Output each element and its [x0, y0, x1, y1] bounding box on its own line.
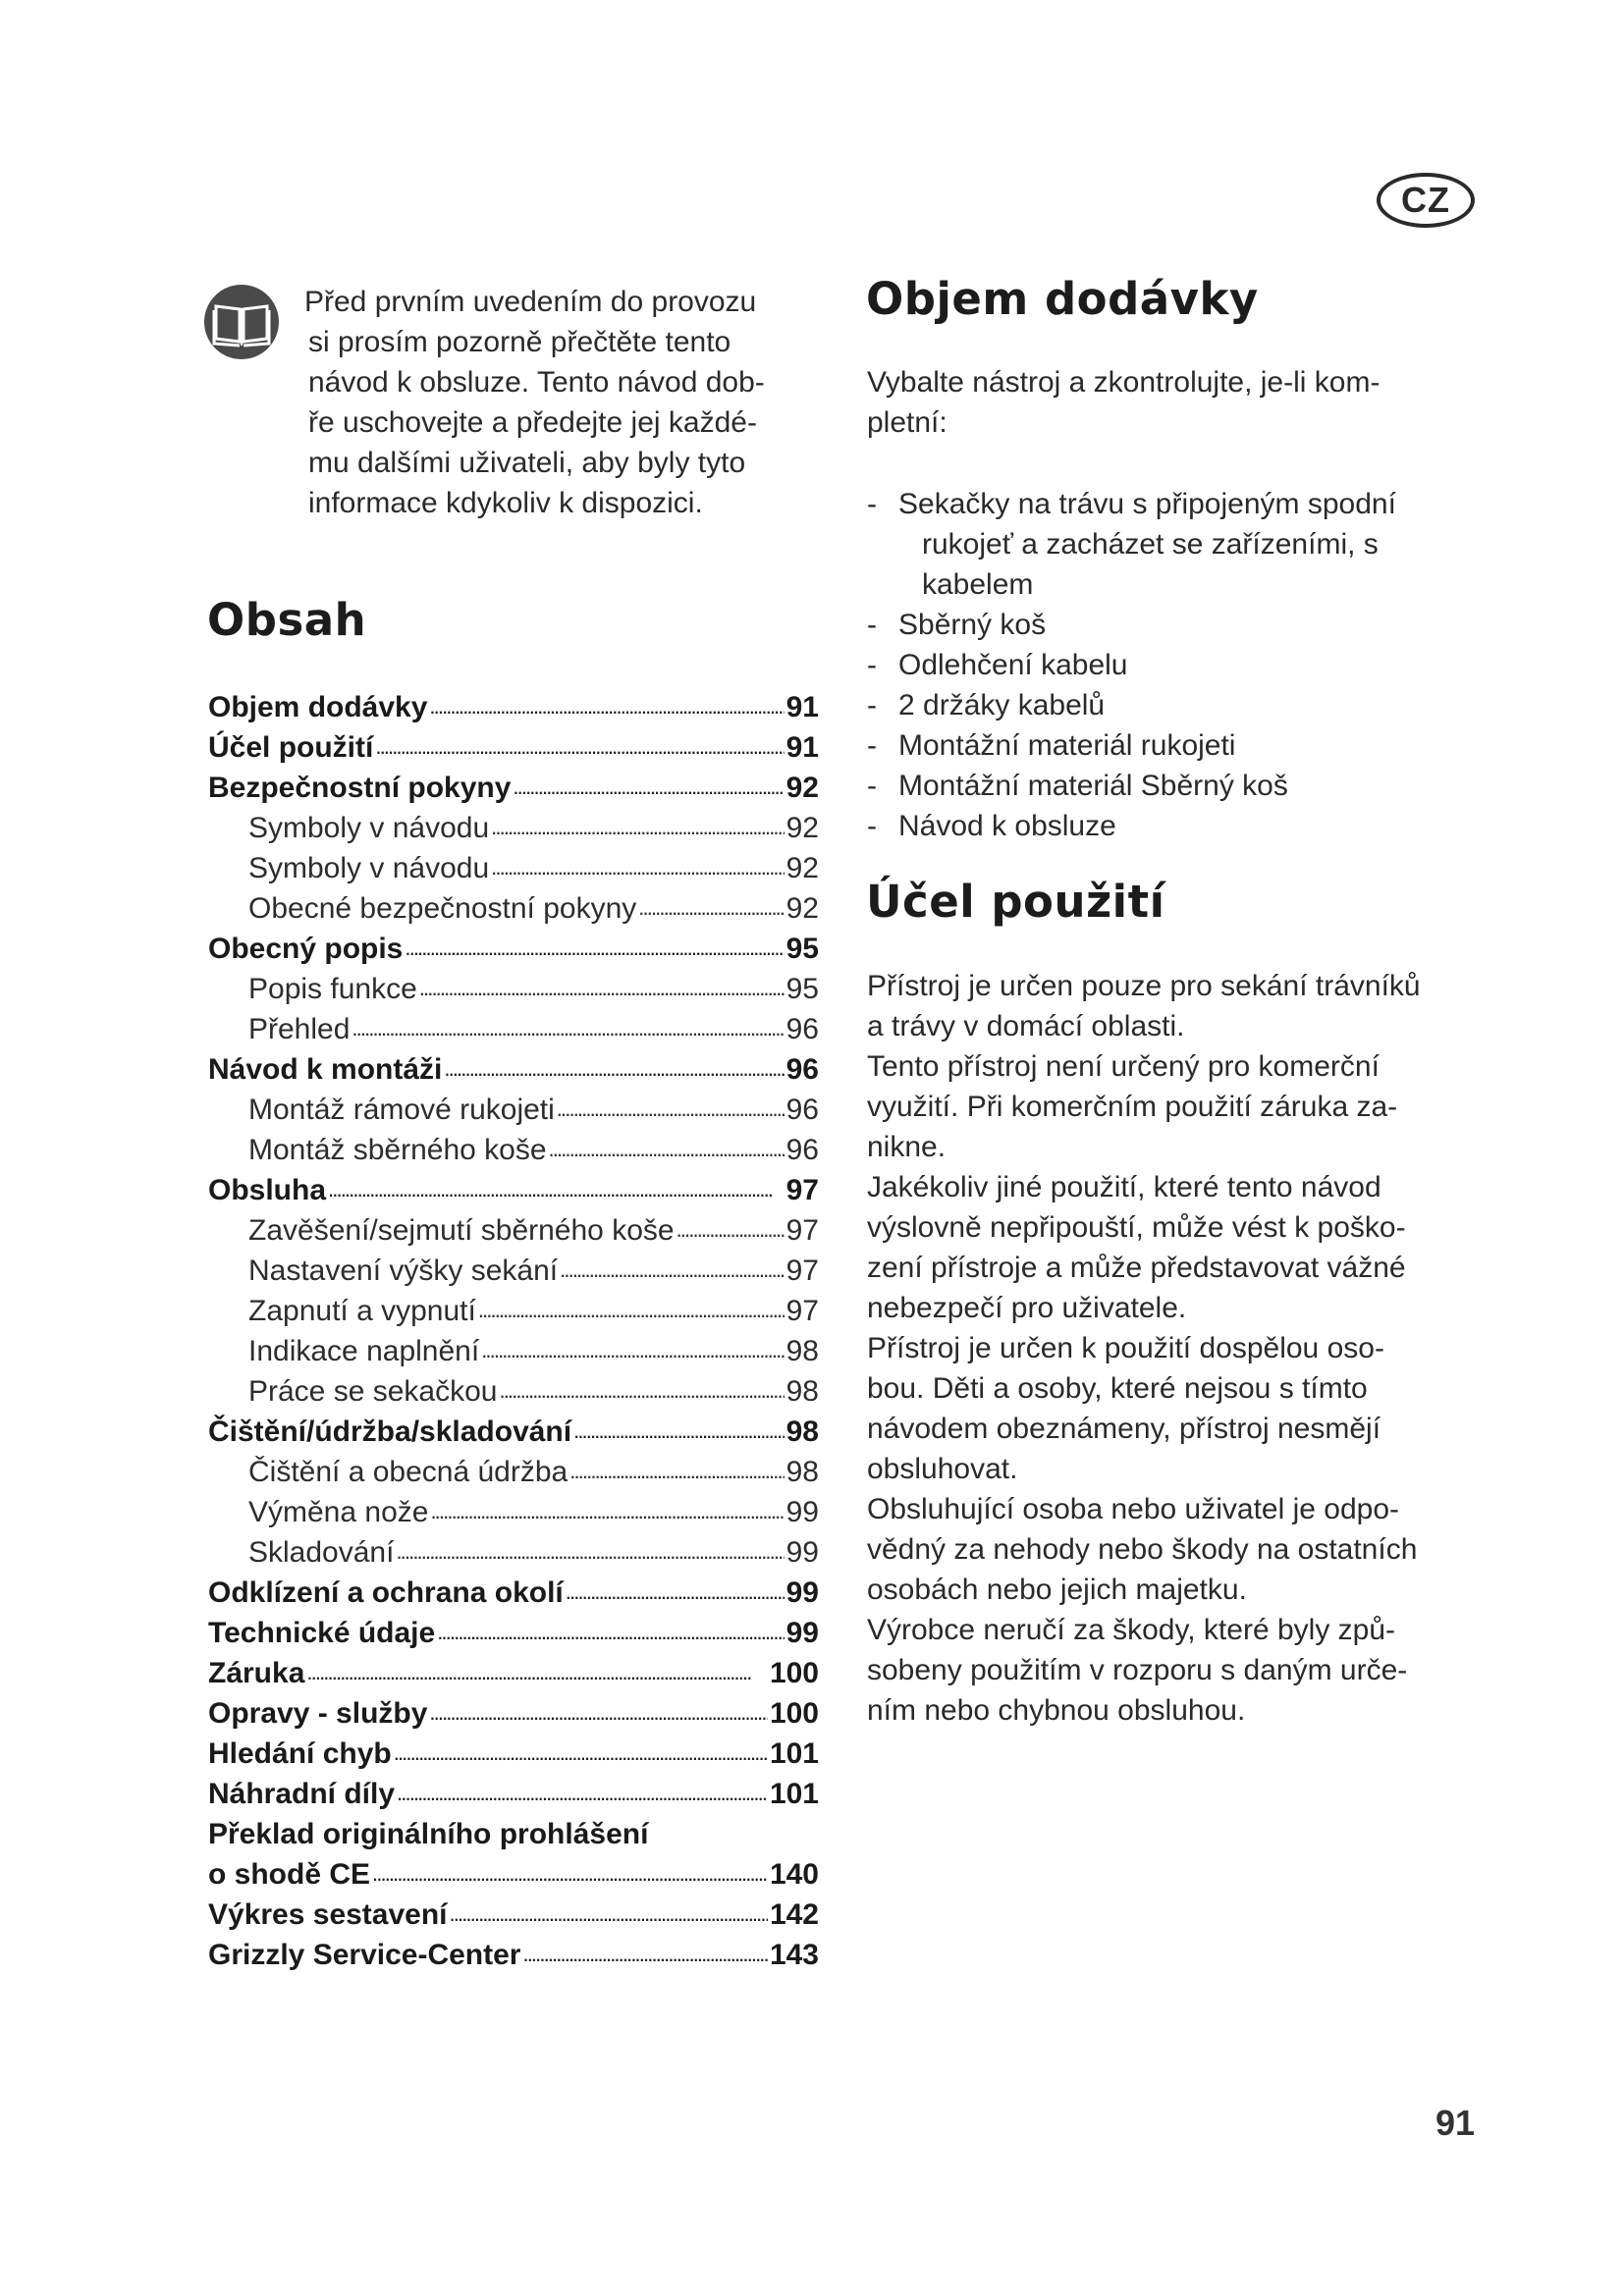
toc-dot-leader: [513, 765, 784, 807]
list-dash: -: [867, 609, 877, 641]
toc-dot-leader: [405, 926, 784, 968]
toc-entry-page: 97: [785, 1255, 819, 1287]
text-line: Přístroj je určen pouze pro sekání trávníků: [867, 970, 1421, 1002]
list-dash: -: [867, 729, 877, 762]
ucel-heading: Účel použití: [866, 876, 1165, 928]
toc-entry-title: Práce se sekačkou: [248, 1375, 498, 1408]
toc-dot-leader: [306, 1650, 768, 1692]
toc-entry-title: Záruka: [208, 1657, 305, 1689]
toc-entry-title: Čištění/údržba/skladování: [208, 1415, 572, 1448]
toc-entry: [208, 1049, 819, 1090]
toc-entry-page: 99: [785, 1576, 819, 1609]
toc-entry-title: Čištění a obecná údržba: [248, 1456, 568, 1488]
text-line: Jakékoliv jiné použití, které tento návod: [867, 1171, 1381, 1203]
toc-dot-leader: [557, 1087, 785, 1129]
text-line: nikne.: [867, 1131, 947, 1163]
toc-entry-page: 91: [785, 691, 819, 723]
list-item: [867, 766, 1396, 806]
list-item-text: Sekačky na trávu s připojeným spodní: [898, 488, 1396, 520]
toc-entry-title: Obecný popis: [208, 933, 404, 965]
toc-entry-page: 92: [785, 772, 819, 804]
toc-entry-page: 98: [785, 1456, 819, 1488]
list-dash: -: [867, 689, 877, 721]
toc-entry: [208, 1693, 819, 1734]
toc-entry-title: Výměna nože: [248, 1496, 429, 1528]
toc-dot-leader: [569, 1449, 784, 1491]
toc-entry-title: Obecné bezpečnostní pokyny: [248, 892, 637, 925]
toc-dot-leader: [375, 724, 784, 767]
objem-text: [867, 362, 1380, 443]
ucel-text: [867, 966, 1421, 1731]
text-line: Vybalte nástroj a zkontrolujte, je-li kom-: [867, 366, 1380, 399]
text-line: vědný za nehody nebo škody na ostatních: [867, 1533, 1418, 1566]
text-line: využití. Při komerčním použití záruka za-: [867, 1091, 1398, 1123]
objem-item-list: [867, 484, 1396, 846]
text-line: Výrobce neručí za škody, které byly způ-: [867, 1614, 1396, 1646]
toc-entry-page: 140: [769, 1858, 819, 1891]
list-item-text: 2 držáky kabelů: [898, 689, 1106, 721]
list-item: [867, 685, 1396, 725]
list-item: [867, 605, 1396, 645]
list-item: [867, 645, 1396, 685]
toc-entry-page: 91: [785, 731, 819, 764]
text-line: bou. Děti a osoby, které nejsou s tímto: [867, 1372, 1368, 1405]
list-item-text: Montážní materiál Sběrný koš: [898, 770, 1288, 802]
toc-entry-title: Hledání chyb: [208, 1737, 392, 1770]
toc-entry-title: o shodě CE: [208, 1858, 371, 1891]
text-line: osobách nebo jejich majetku.: [867, 1574, 1247, 1606]
toc-entry-title: Zapnutí a vypnutí: [248, 1295, 476, 1327]
list-item-text: Sběrný koš: [898, 609, 1047, 641]
toc-entry: [208, 1774, 819, 1814]
language-badge: CZ: [1377, 173, 1475, 228]
toc-entry: [208, 1371, 819, 1412]
toc-entry-title: Opravy - služby: [208, 1697, 428, 1730]
toc-dot-leader: [437, 1610, 784, 1652]
toc-entry-title: Obsluha: [208, 1174, 327, 1206]
text-line: ře uschovejte a předejte jej každé-: [308, 406, 757, 439]
toc-entry: [208, 1452, 819, 1492]
toc-entry-page: 100: [769, 1657, 819, 1689]
toc-entry: [208, 1895, 819, 1935]
list-item-text: Návod k obsluze: [898, 810, 1116, 842]
toc-dot-leader: [478, 1288, 785, 1330]
list-item-text: Odlehčení kabelu: [898, 649, 1128, 681]
toc-dot-leader: [397, 1771, 768, 1813]
toc-entry-page: 95: [785, 933, 819, 965]
toc-entry: [208, 969, 819, 1009]
toc-entry: [208, 1492, 819, 1532]
toc-entry-title: Výkres sestavení: [208, 1898, 448, 1931]
toc-entry: [208, 1653, 819, 1693]
toc-dot-leader: [328, 1167, 785, 1209]
toc-entry-title: Montáž rámové rukojeti: [248, 1094, 555, 1126]
list-item: [867, 484, 1396, 605]
toc-entry-title: Indikace naplnění: [248, 1335, 480, 1367]
text-line: mu dalšími uživateli, aby byly tyto: [308, 447, 746, 479]
text-line: Obsluhující osoba nebo uživatel je odpo-: [867, 1493, 1400, 1525]
toc-entry: [208, 1331, 819, 1371]
toc-dot-leader: [419, 966, 785, 1008]
list-item-text: kabelem: [922, 568, 1034, 601]
toc-entry-title: Přehled: [248, 1013, 351, 1045]
toc-entry-title: Návod k montáži: [208, 1053, 443, 1086]
toc-entry: [208, 1532, 819, 1573]
toc-entry-title: Popis funkce: [248, 973, 417, 1005]
toc-entry: [208, 768, 819, 808]
toc-entry: [208, 848, 819, 888]
toc-dot-leader: [429, 1690, 768, 1733]
toc-entry-page: 98: [785, 1415, 819, 1448]
list-dash: -: [867, 649, 877, 681]
toc-entry: [208, 1170, 819, 1210]
toc-entry-page: 96: [785, 1053, 819, 1086]
text-line: obsluhovat.: [867, 1453, 1018, 1485]
toc-entry: [208, 727, 819, 768]
text-line: ním nebo chybnou obsluhou.: [867, 1694, 1246, 1727]
text-line: pletní:: [867, 406, 947, 439]
toc-entry-page: 97: [785, 1295, 819, 1327]
toc-entry: [208, 1130, 819, 1170]
toc-dot-leader: [677, 1207, 785, 1250]
text-line: sobeny použitím v rozporu s daným urče-: [867, 1654, 1408, 1686]
toc-entry-page: 92: [785, 812, 819, 844]
toc-entry-page: 98: [785, 1335, 819, 1367]
toc-entry-page: 97: [785, 1214, 819, 1247]
list-item-text: Montážní materiál rukojeti: [898, 729, 1236, 762]
toc-entry: [208, 929, 819, 969]
toc-dot-leader: [573, 1409, 785, 1451]
toc-entry-page: 92: [785, 892, 819, 925]
toc-dot-leader: [638, 885, 784, 928]
toc-entry-title: Technické údaje: [208, 1617, 436, 1649]
list-dash: -: [867, 810, 877, 842]
toc-dot-leader: [372, 1851, 768, 1894]
toc-dot-leader: [429, 684, 784, 726]
toc-entry-page: 97: [785, 1174, 819, 1206]
toc-entry: [208, 1613, 819, 1653]
toc-dot-leader: [560, 1248, 784, 1290]
toc-entry: [208, 1009, 819, 1049]
toc-entry-title: Symboly v návodu: [248, 812, 490, 844]
toc-entry-page: 99: [785, 1617, 819, 1649]
toc-dot-leader: [566, 1570, 785, 1612]
toc-dot-leader: [396, 1529, 784, 1572]
list-item: [867, 725, 1396, 766]
toc-entry-page: 96: [785, 1013, 819, 1045]
toc-entry: [208, 1412, 819, 1452]
toc-heading: Obsah: [207, 594, 367, 646]
toc-entry: [208, 1291, 819, 1331]
book-icon: [202, 283, 281, 361]
toc-entry-title: Grizzly Service-Center: [208, 1939, 521, 1971]
text-line: a trávy v domácí oblasti.: [867, 1010, 1185, 1042]
list-dash: -: [867, 770, 877, 802]
toc-entry-title: Skladování: [248, 1536, 395, 1569]
toc-entry-page: 92: [785, 852, 819, 884]
text-line: Tento přístroj není určený pro komerční: [867, 1050, 1380, 1083]
toc-entry-title: Odklízení a ochrana okolí: [208, 1576, 564, 1609]
list-dash: -: [867, 488, 877, 520]
toc-entry-title: Objem dodávky: [208, 691, 428, 723]
toc-dot-leader: [491, 805, 784, 847]
toc-entry-title: Náhradní díly: [208, 1778, 396, 1810]
toc-dot-leader: [491, 845, 784, 887]
toc-entry: [208, 1210, 819, 1251]
toc-entry: [208, 1935, 819, 1975]
toc-entry-title: Překlad originálního prohlášení: [208, 1818, 649, 1850]
text-line: nebezpečí pro uživatele.: [867, 1292, 1187, 1324]
toc-dot-leader: [394, 1731, 768, 1773]
list-item-text: rukojeť a zacházet se zařízeními, s: [922, 528, 1379, 561]
toc-entry-page: 95: [785, 973, 819, 1005]
toc-entry-page: 99: [785, 1496, 819, 1528]
toc-entry-title: Účel použití: [208, 731, 374, 764]
toc-entry-title: Symboly v návodu: [248, 852, 490, 884]
text-line: návodem obeznámeny, přístroj nesmějí: [867, 1413, 1381, 1445]
toc-entry: [208, 1251, 819, 1291]
toc-entry-title: Bezpečnostní pokyny: [208, 772, 512, 804]
toc-dot-leader: [430, 1489, 784, 1531]
toc-entry-page: 96: [785, 1094, 819, 1126]
text-line: informace kdykoliv k dispozici.: [308, 487, 703, 519]
toc-dot-leader: [352, 1006, 784, 1048]
toc-entry: [208, 1854, 819, 1895]
toc-entry: [208, 1734, 819, 1774]
toc-entry-page: 142: [769, 1898, 819, 1931]
toc-entry: [208, 1090, 819, 1130]
page-number: 91: [1435, 2103, 1476, 2143]
list-item: [867, 806, 1396, 846]
toc-entry-page: 101: [769, 1737, 819, 1770]
text-line: Přístroj je určen k použití dospělou oso-: [867, 1332, 1384, 1364]
toc-entry: [208, 808, 819, 848]
text-line: výslovně nepřipouští, může vést k poško-: [867, 1211, 1406, 1244]
toc-entry: [208, 687, 819, 727]
toc-dot-leader: [499, 1368, 784, 1411]
objem-heading: Objem dodávky: [866, 273, 1259, 325]
toc-entry: [208, 888, 819, 929]
text-line: zení přístroje a může představovat vážné: [867, 1252, 1406, 1284]
toc-dot-leader: [450, 1892, 768, 1934]
toc-entry-title: Nastavení výšky sekání: [248, 1255, 559, 1287]
toc-entry-title: Zavěšení/sejmutí sběrného koše: [248, 1214, 675, 1247]
toc-entry: [208, 1814, 819, 1854]
toc-entry-title: Montáž sběrného koše: [248, 1134, 547, 1166]
table-of-contents: [208, 687, 819, 1975]
text-line: Před prvním uvedením do provozu: [304, 286, 757, 318]
toc-entry-page: 98: [785, 1375, 819, 1408]
toc-dot-leader: [444, 1046, 784, 1089]
toc-entry-page: 99: [785, 1536, 819, 1569]
intro-paragraph: [304, 282, 839, 523]
toc-entry-page: 96: [785, 1134, 819, 1166]
toc-entry-page: 101: [769, 1778, 819, 1810]
toc-dot-leader: [522, 1932, 767, 1974]
toc-entry: [208, 1573, 819, 1613]
toc-dot-leader: [549, 1127, 785, 1169]
toc-dot-leader: [481, 1328, 784, 1370]
toc-entry-page: 100: [769, 1697, 819, 1730]
text-line: si prosím pozorně přečtěte tento: [308, 326, 731, 358]
text-line: návod k obsluze. Tento návod dob-: [308, 366, 765, 399]
toc-entry-page: 143: [769, 1939, 819, 1971]
